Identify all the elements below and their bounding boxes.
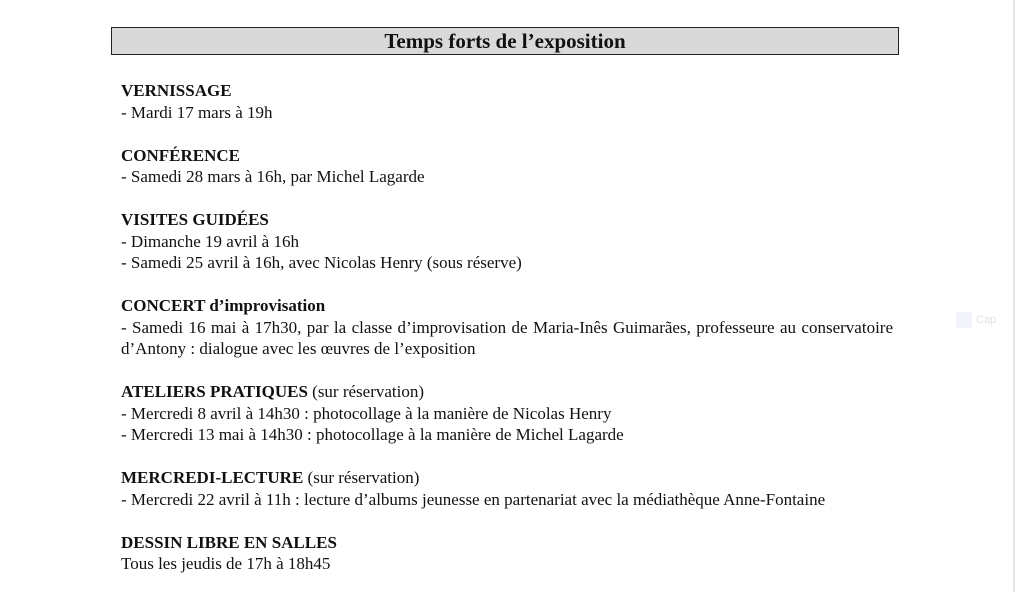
section-heading: CONFÉRENCE	[121, 145, 241, 165]
section-heading: DESSIN LIBRE EN SALLES	[121, 532, 337, 552]
event-line: - Samedi 25 avril à 16h, avec Nicolas Henry (sous réserve)	[121, 253, 522, 272]
section-dessin-libre	[121, 532, 893, 575]
event-line: - Mercredi 8 avril à 14h30 : photocollage à la manière de Nicolas Henry	[121, 403, 612, 423]
reservation-note: (sur réservation)	[312, 382, 425, 401]
event-line: - Mercredi 13 mai à 14h30 : photocollage à la manière de Michel Lagarde	[121, 425, 624, 444]
reservation-note: (sur réservation)	[307, 468, 420, 487]
events-list	[121, 80, 893, 596]
section-vernissage	[121, 80, 893, 123]
section-heading-row	[121, 381, 893, 403]
event-line: Tous les jeudis de 17h à 18h45	[121, 554, 331, 573]
section-concert	[121, 295, 893, 360]
section-ateliers-pratiques	[121, 381, 893, 446]
section-heading: CONCERT d’improvisation	[121, 296, 326, 315]
event-line: - Mardi 17 mars à 19h	[121, 102, 273, 122]
section-visites-guidees	[121, 209, 893, 274]
section-mercredi-lecture	[121, 467, 893, 510]
section-conference	[121, 145, 893, 188]
event-line: - Samedi 16 mai à 17h30, par la classe d’improvisation de Maria-Inês Guimarães, professeure au conservatoire d’Antony : dialogue avec les œuvres de l’exposition	[121, 317, 893, 358]
side-widget[interactable]	[956, 311, 1000, 329]
widget-icon	[956, 312, 972, 328]
page-title: Temps forts de l’exposition	[111, 27, 899, 55]
event-line: - Mercredi 22 avril à 11h : lecture d’albums jeunesse en partenariat avec la médiathèque Anne-Fontaine	[121, 489, 826, 509]
event-line: - Samedi 28 mars à 16h, par Michel Lagarde	[121, 167, 425, 186]
event-line: - Dimanche 19 avril à 16h	[121, 231, 299, 251]
widget-label: Cap	[976, 314, 997, 326]
section-heading: VISITES GUIDÉES	[121, 210, 269, 229]
section-heading: ATELIERS PRATIQUES	[121, 382, 308, 401]
section-heading: MERCREDI-LECTURE	[121, 468, 304, 487]
section-heading-row	[121, 467, 893, 489]
section-heading: VERNISSAGE	[121, 81, 232, 100]
